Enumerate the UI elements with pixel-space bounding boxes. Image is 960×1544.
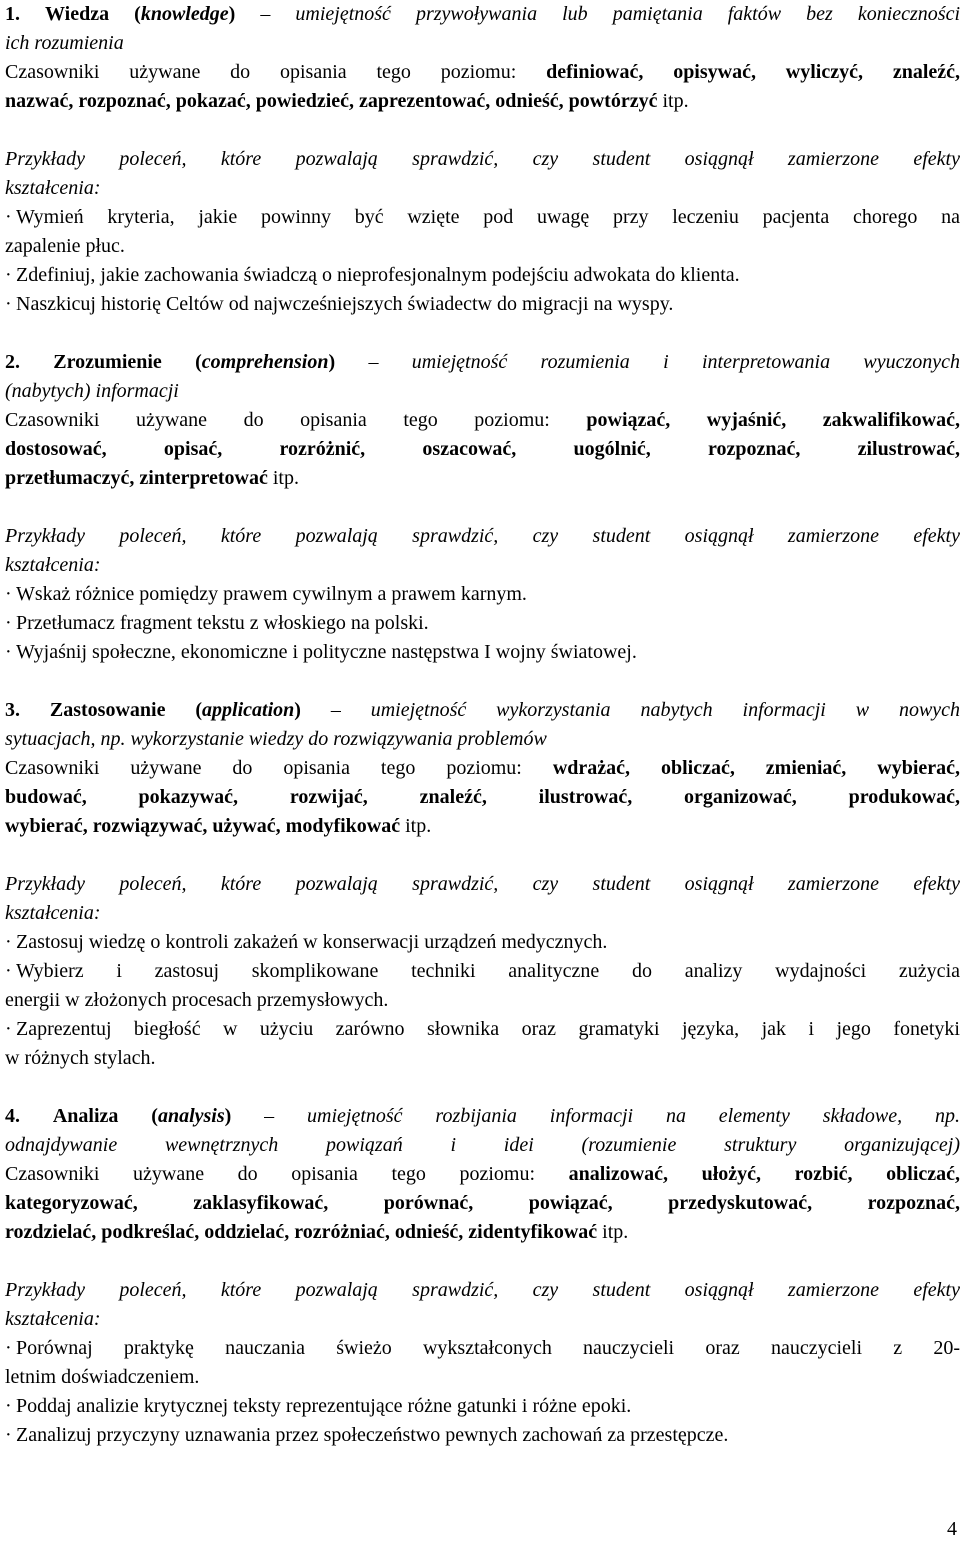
verbs-list: wdrażać, obliczać, zmieniać, wybierać, — [552, 757, 960, 779]
verbs-list: wybierać, rozwiązywać, używać, modyfikować — [5, 815, 401, 837]
example-text-continued: energii w złożonych procesach przemysłowych. — [5, 989, 389, 1011]
section-number: 3. — [5, 699, 20, 721]
example-item — [5, 261, 960, 290]
section-heading: 3. Zastosowanie (application) – umiejętność wykorzystania nabytych informacji w nowych — [5, 699, 960, 721]
example-text: Wyjaśnij społeczne, ekonomiczne i polityczne następstwa I wojny światowej. — [16, 641, 637, 663]
example-text: Wymień kryteria, jakie powinny być wzięte pod uwagę przy leczeniu pacjenta chorego na — [16, 206, 960, 228]
section-term: application — [202, 699, 295, 721]
example-item — [5, 203, 960, 232]
example-item — [5, 580, 960, 609]
section-title: Zrozumienie — [53, 351, 162, 373]
section-definition-continued: (nabytych) informacji — [5, 380, 179, 402]
bullet-icon: · — [5, 960, 12, 982]
bullet-icon: · — [5, 264, 12, 286]
examples-intro: Przykłady poleceń, które pozwalają sprawdzić, czy student osiągnął zamierzone efekty — [5, 525, 960, 547]
example-text: Zanalizuj przyczyny uznawania przez społeczeństwo pewnych zachowań za przestępcze. — [16, 1424, 729, 1446]
verbs-line — [5, 464, 960, 493]
verbs-list: powiązać, wyjaśnić, zakwalifikować, — [586, 409, 960, 431]
example-item — [5, 1421, 960, 1450]
section-heading: 2. Zrozumienie (comprehension) – umiejętność rozumienia i interpretowania wyuczonych — [5, 351, 960, 373]
examples-intro: Przykłady poleceń, które pozwalają sprawdzić, czy student osiągnął zamierzone efekty — [5, 1279, 960, 1301]
verbs-end: itp. — [272, 467, 299, 489]
bullet-icon: · — [5, 612, 12, 634]
example-text: Wskaż różnice pomiędzy prawem cywilnym a prawem karnym. — [16, 583, 527, 605]
section-heading: 1. Wiedza (knowledge) – umiejętność przywoływania lub pamiętania faktów bez konieczności — [5, 3, 960, 25]
section-analysis — [5, 1102, 960, 1450]
verbs-intro: Czasowniki używane do opisania tego poziomu: — [5, 409, 550, 431]
document-content — [5, 0, 960, 1450]
verbs-line — [5, 812, 960, 841]
example-text: Zastosuj wiedzę o kontroli zakażeń w konserwacji urządzeń medycznych. — [16, 931, 608, 953]
example-text: Przetłumacz fragment tekstu z włoskiego na polski. — [16, 612, 429, 634]
example-text: Zdefiniuj, jakie zachowania świadczą o nieprofesjonalnym podejściu adwokata do klienta. — [16, 264, 740, 286]
verbs-line — [5, 406, 960, 435]
bullet-icon: · — [5, 1337, 12, 1359]
bullet-icon: · — [5, 583, 12, 605]
verbs-list: rozdzielać, podkreślać, oddzielać, rozróżniać, odnieść, zidentyfikować — [5, 1221, 598, 1243]
section-definition: umiejętność wykorzystania nabytych informacji w nowych — [370, 699, 960, 721]
example-text: Porównaj praktykę nauczania świeżo wykształconych nauczycieli oraz nauczycieli z 20- — [16, 1337, 960, 1359]
verbs-list: analizować, ułożyć, rozbić, obliczać, — [568, 1163, 960, 1185]
example-item — [5, 957, 960, 986]
section-comprehension — [5, 348, 960, 667]
page-number: 4 — [947, 1518, 957, 1540]
verbs-line — [5, 58, 960, 87]
example-item — [5, 928, 960, 957]
example-text: Zaprezentuj biegłość w użyciu zarówno słownika oraz gramatyki języka, jak i jego fonetyki — [16, 1018, 960, 1040]
example-item — [5, 638, 960, 667]
bullet-icon: · — [5, 931, 12, 953]
verbs-end: itp. — [405, 815, 432, 837]
section-knowledge — [5, 0, 960, 319]
verbs-list: kategoryzować, zaklasyfikować, porównać, powiązać, przedyskutować, rozpoznać, — [5, 1192, 960, 1214]
verbs-list: przetłumaczyć, zinterpretować — [5, 467, 268, 489]
section-title: Analiza — [52, 1105, 119, 1127]
verbs-line — [5, 1218, 960, 1247]
section-dash: – — [264, 1105, 275, 1127]
example-text: Naszkicuj historię Celtów od najwcześniejszych świadectw do migracji na wyspy. — [16, 293, 674, 315]
examples-intro-continued: kształcenia: — [5, 902, 101, 924]
verbs-end: itp. — [662, 90, 689, 112]
bullet-icon: · — [5, 293, 12, 315]
bullet-icon: · — [5, 1395, 12, 1417]
verbs-list: budować, pokazywać, rozwijać, znaleźć, ilustrować, organizować, produkować, — [5, 786, 960, 808]
verbs-line — [5, 754, 960, 783]
verbs-list: dostosować, opisać, rozróżnić, oszacować, uogólnić, rozpoznać, zilustrować, — [5, 438, 960, 460]
example-text-continued: zapalenie płuc. — [5, 235, 125, 257]
verbs-line — [5, 87, 960, 116]
verbs-end: itp. — [602, 1221, 629, 1243]
example-item — [5, 1334, 960, 1363]
section-definition-continued: sytuacjach, np. wykorzystanie wiedzy do rozwiązywania problemów — [5, 728, 547, 750]
bullet-icon: · — [5, 641, 12, 663]
example-text: Poddaj analizie krytycznej teksty reprezentujące różne gatunki i różne epoki. — [16, 1395, 632, 1417]
examples-intro-continued: kształcenia: — [5, 177, 101, 199]
bullet-icon: · — [5, 1018, 12, 1040]
section-heading: 4. Analiza (analysis) – umiejętność rozbijania informacji na elementy składowe, np. — [5, 1105, 960, 1127]
section-dash: – — [368, 351, 379, 373]
verbs-list: definiować, opisywać, wyliczyć, znaleźć, — [546, 61, 960, 83]
section-title: Zastosowanie — [49, 699, 166, 721]
section-term: comprehension — [201, 351, 329, 373]
section-definition-continued: ich rozumienia — [5, 32, 124, 54]
examples-intro: Przykłady poleceń, które pozwalają sprawdzić, czy student osiągnął zamierzone efekty — [5, 148, 960, 170]
example-item — [5, 1015, 960, 1044]
example-text: Wybierz i zastosuj skomplikowane techniki analityczne do analizy wydajności zużycia — [16, 960, 960, 982]
example-item — [5, 609, 960, 638]
section-number: 2. — [5, 351, 20, 373]
example-item — [5, 290, 960, 319]
section-number: 1. — [5, 3, 20, 25]
verbs-line — [5, 1160, 960, 1189]
bullet-icon: · — [5, 1424, 12, 1446]
section-title: Wiedza — [45, 3, 110, 25]
example-text-continued: w różnych stylach. — [5, 1047, 156, 1069]
section-definition: umiejętność rozbijania informacji na elementy składowe, np. — [307, 1105, 960, 1127]
bullet-icon: · — [5, 206, 12, 228]
example-text-continued: letnim doświadczeniem. — [5, 1366, 200, 1388]
section-definition: umiejętność rozumienia i interpretowania wyuczonych — [411, 351, 960, 373]
section-dash: – — [330, 699, 341, 721]
example-item — [5, 1392, 960, 1421]
section-application — [5, 696, 960, 1073]
verbs-list: nazwać, rozpoznać, pokazać, powiedzieć, zaprezentować, odnieść, powtórzyć — [5, 90, 658, 112]
verbs-intro: Czasowniki używane do opisania tego poziomu: — [5, 757, 522, 779]
section-number: 4. — [5, 1105, 20, 1127]
examples-intro: Przykłady poleceń, które pozwalają sprawdzić, czy student osiągnął zamierzone efekty — [5, 873, 960, 895]
verbs-intro: Czasowniki używane do opisania tego poziomu: — [5, 61, 517, 83]
examples-intro-continued: kształcenia: — [5, 554, 101, 576]
section-dash: – — [260, 3, 271, 25]
section-definition-continued: odnajdywanie wewnętrznych powiązań i idei (rozumienie struktury organizującej) — [5, 1134, 960, 1156]
verbs-intro: Czasowniki używane do opisania tego poziomu: — [5, 1163, 536, 1185]
section-term: knowledge — [140, 3, 229, 25]
section-definition: umiejętność przywoływania lub pamiętania faktów bez konieczności — [295, 3, 960, 25]
section-term: analysis — [157, 1105, 225, 1127]
examples-intro-continued: kształcenia: — [5, 1308, 101, 1330]
